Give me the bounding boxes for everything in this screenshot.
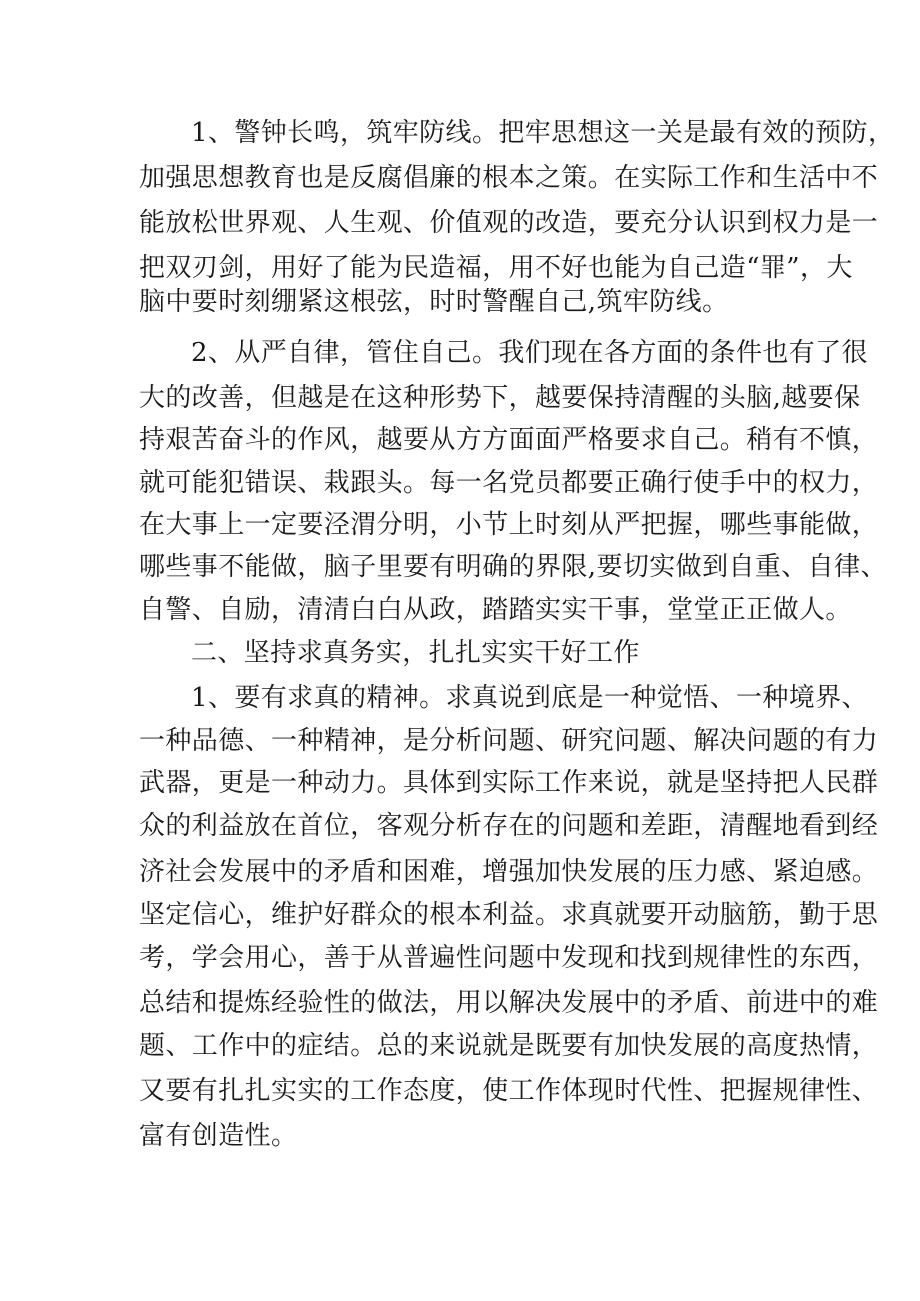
paragraph-2-line-3: 持艰苦奋斗的作风，越要从方方面面严格要求自己。稍有不慎， <box>139 425 879 455</box>
paragraph-3-line-7: 考，学会用心，善于从普遍性问题中发现和找到规律性的东西， <box>139 943 879 973</box>
paragraph-1-line-4: 把双刃剑，用好了能为民造福，用不好也能为自己造“罪”，大 <box>139 253 853 283</box>
paragraph-3-line-2: 一种品德、一种精神，是分析问题、研究问题、解决问题的有力 <box>139 726 879 756</box>
section-heading: 二、坚持求真务实，扎扎实实干好工作 <box>191 638 640 668</box>
paragraph-3-line-5: 济社会发展中的矛盾和困难，增强加快发展的压力感、紧迫感。 <box>139 857 879 887</box>
paragraph-2-line-4: 就可能犯错误、栽跟头。每一名党员都要正确行使手中的权力， <box>139 468 879 498</box>
paragraph-3-line-1: 1、要有求真的精神。求真说到底是一种觉悟、一种境界、 <box>191 683 868 713</box>
paragraph-3-line-4: 众的利益放在首位，客观分析存在的问题和差距，清醒地看到经 <box>139 811 879 841</box>
paragraph-3-line-9: 题、工作中的症结。总的来说就是既要有加快发展的高度热情， <box>139 1031 879 1061</box>
paragraph-3-line-10: 又要有扎扎实实的工作态度，使工作体现时代性、把握规律性、 <box>139 1076 879 1106</box>
paragraph-1-line-5: 脑中要时刻绷紧这根弦，时时警醒自己,筑牢防线。 <box>139 287 729 317</box>
paragraph-3-line-11: 富有创造性。 <box>139 1121 298 1151</box>
paragraph-1-line-2: 加强思想教育也是反腐倡廉的根本之策。在实际工作和生活中不 <box>139 163 879 193</box>
paragraph-3-line-3: 武器，更是一种动力。具体到实际工作来说，就是坚持把人民群 <box>139 768 879 798</box>
paragraph-3-line-8: 总结和提炼经验性的做法，用以解决发展中的矛盾、前进中的难 <box>139 988 879 1018</box>
paragraph-2-line-1: 2、从严自律，管住自己。我们现在各方面的条件也有了很 <box>191 338 868 368</box>
paragraph-1-line-3: 能放松世界观、人生观、价值观的改造，要充分认识到权力是一 <box>139 208 879 238</box>
paragraph-1-line-1: 1、警钟长鸣，筑牢防线。把牢思想这一关是最有效的预防， <box>191 118 895 148</box>
paragraph-2-line-7: 自警、自励，清清白白从政，踏踏实实干事，堂堂正正做人。 <box>139 595 852 625</box>
paragraph-2-line-2: 大的改善，但越是在这种形势下，越要保持清醒的头脑,越要保 <box>139 383 861 413</box>
paragraph-3-line-6: 坚定信心，维护好群众的根本利益。求真就要开动脑筋，勤于思 <box>139 900 879 930</box>
paragraph-2-line-5: 在大事上一定要泾渭分明，小节上时刻从严把握，哪些事能做， <box>139 510 879 540</box>
paragraph-2-line-6: 哪些事不能做，脑子里要有明确的界限,要切实做到自重、自律、 <box>139 552 887 582</box>
